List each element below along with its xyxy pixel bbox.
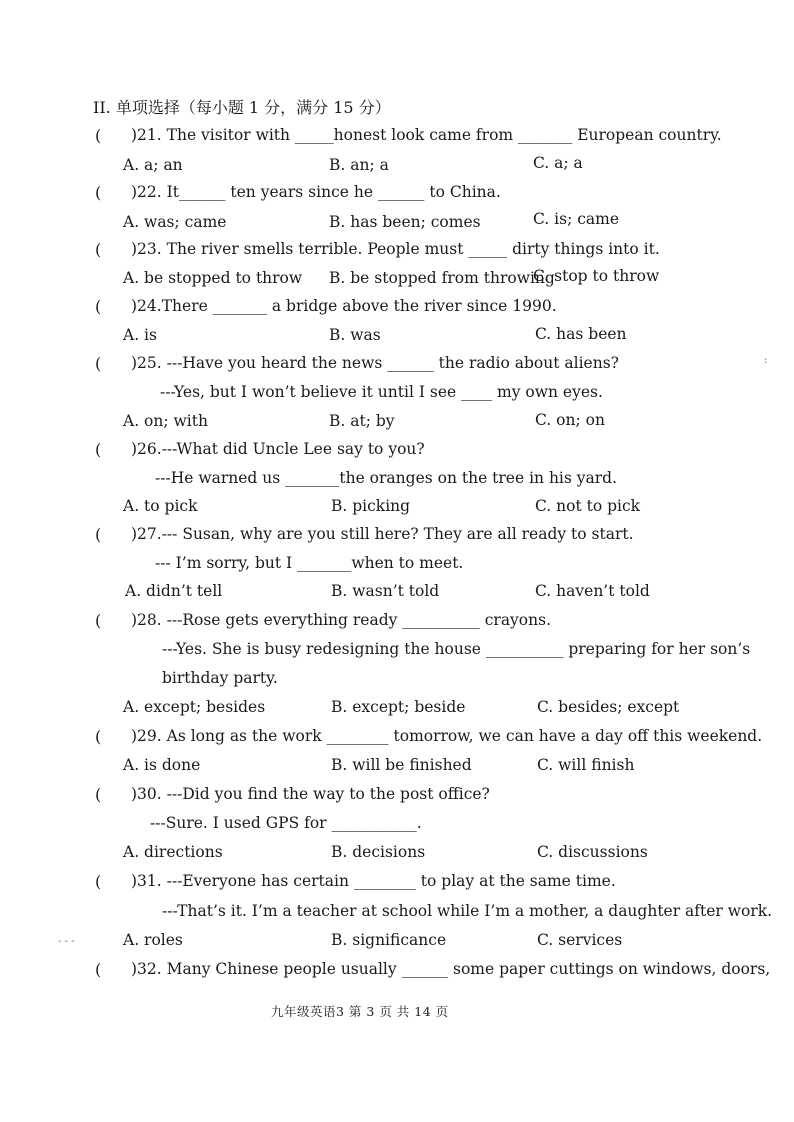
answer-paren: ( [95, 960, 102, 979]
option-a: A. to pick [123, 497, 198, 515]
question-stem: )29. As long as the work ________ tomorrow, we can have a day off this weekend. [131, 727, 763, 745]
dialogue-line: ---That’s it. I’m a teacher at school while I’m a mother, a daughter after work. [162, 902, 773, 920]
dialogue-line: ---He warned us _______the oranges on the tree in his yard. [155, 469, 618, 487]
option-a: A. a; an [123, 156, 183, 174]
answer-paren: ( [95, 525, 102, 544]
question-stem: )21. The visitor with _____honest look came from _______ European country. [131, 126, 722, 144]
option-a: A. on; with [123, 412, 208, 430]
option-c: C. a; a [533, 154, 583, 172]
question-stem: )32. Many Chinese people usually ______ some paper cuttings on windows, doors, [131, 960, 771, 978]
answer-paren: ( [95, 354, 102, 373]
option-a: A. was; came [123, 213, 227, 231]
option-b: B. decisions [331, 843, 426, 861]
answer-paren: ( [95, 727, 102, 746]
question-stem: )26.---What did Uncle Lee say to you? [131, 440, 425, 458]
option-b: B. be stopped from throwing [329, 269, 555, 287]
question-stem: )23. The river smells terrible. People must _____ dirty things into it. [131, 240, 660, 258]
option-b: B. at; by [329, 412, 395, 430]
dialogue-line: ---Yes, but I won’t believe it until I see ____ my own eyes. [160, 383, 603, 401]
option-a: A. is done [123, 756, 201, 774]
option-b: B. picking [331, 497, 411, 515]
option-b: B. significance [331, 931, 447, 949]
answer-paren: ( [95, 240, 102, 259]
answer-paren: ( [95, 183, 102, 202]
option-c: C. besides; except [537, 698, 680, 716]
dialogue-line: birthday party. [162, 669, 278, 687]
answer-paren: ( [95, 126, 102, 145]
dialogue-line: ---Sure. I used GPS for ___________. [150, 814, 422, 832]
option-c: C. on; on [535, 411, 605, 429]
option-a: A. be stopped to throw [123, 269, 303, 287]
question-stem: )31. ---Everyone has certain ________ to play at the same time. [131, 872, 616, 890]
option-a: A. except; besides [123, 698, 266, 716]
option-a: A. didn’t tell [125, 582, 223, 600]
dialogue-line: --- I’m sorry, but I _______when to meet. [155, 554, 464, 572]
option-c: C. not to pick [535, 497, 641, 515]
answer-paren: ( [95, 785, 102, 804]
question-stem: )25. ---Have you heard the news ______ the radio about aliens? [131, 354, 619, 372]
option-a: A. directions [123, 843, 223, 861]
dialogue-line: ---Yes. She is busy redesigning the house __________ preparing for her son’s [162, 640, 751, 658]
question-stem: )24.There _______ a bridge above the river since 1990. [131, 297, 557, 315]
option-b: B. has been; comes [329, 213, 481, 231]
option-b: B. wasn’t told [331, 582, 440, 600]
option-c: C. will finish [537, 756, 635, 774]
section-title: II. 单项选择（每小题 1 分，满分 15 分） [93, 98, 391, 117]
option-c: C. is; came [533, 210, 620, 228]
option-b: B. an; a [329, 156, 389, 174]
option-b: B. except; beside [331, 698, 466, 716]
option-b: B. was [329, 326, 381, 344]
answer-paren: ( [95, 872, 102, 891]
answer-paren: ( [95, 440, 102, 459]
margin-mark-left: - - - [58, 936, 75, 947]
option-b: B. will be finished [331, 756, 472, 774]
option-c: C. has been [535, 325, 627, 343]
answer-paren: ( [95, 297, 102, 316]
question-stem: )22. It______ ten years since he ______ to China. [131, 183, 501, 201]
question-stem: )30. ---Did you find the way to the post office? [131, 785, 490, 803]
option-a: A. roles [123, 931, 183, 949]
option-c: C. haven’t told [535, 582, 650, 600]
option-c: C. discussions [537, 843, 648, 861]
question-stem: )28. ---Rose gets everything ready __________ crayons. [131, 611, 552, 629]
option-c: C. stop to throw [533, 267, 660, 285]
answer-paren: ( [95, 611, 102, 630]
page-footer: 九年级英语3 第 3 页 共 14 页 [271, 1004, 449, 1019]
question-stem: )27.--- Susan, why are you still here? They are all ready to start. [131, 525, 634, 543]
margin-mark-right: : [764, 355, 768, 366]
option-c: C. services [537, 931, 623, 949]
option-a: A. is [123, 326, 157, 344]
